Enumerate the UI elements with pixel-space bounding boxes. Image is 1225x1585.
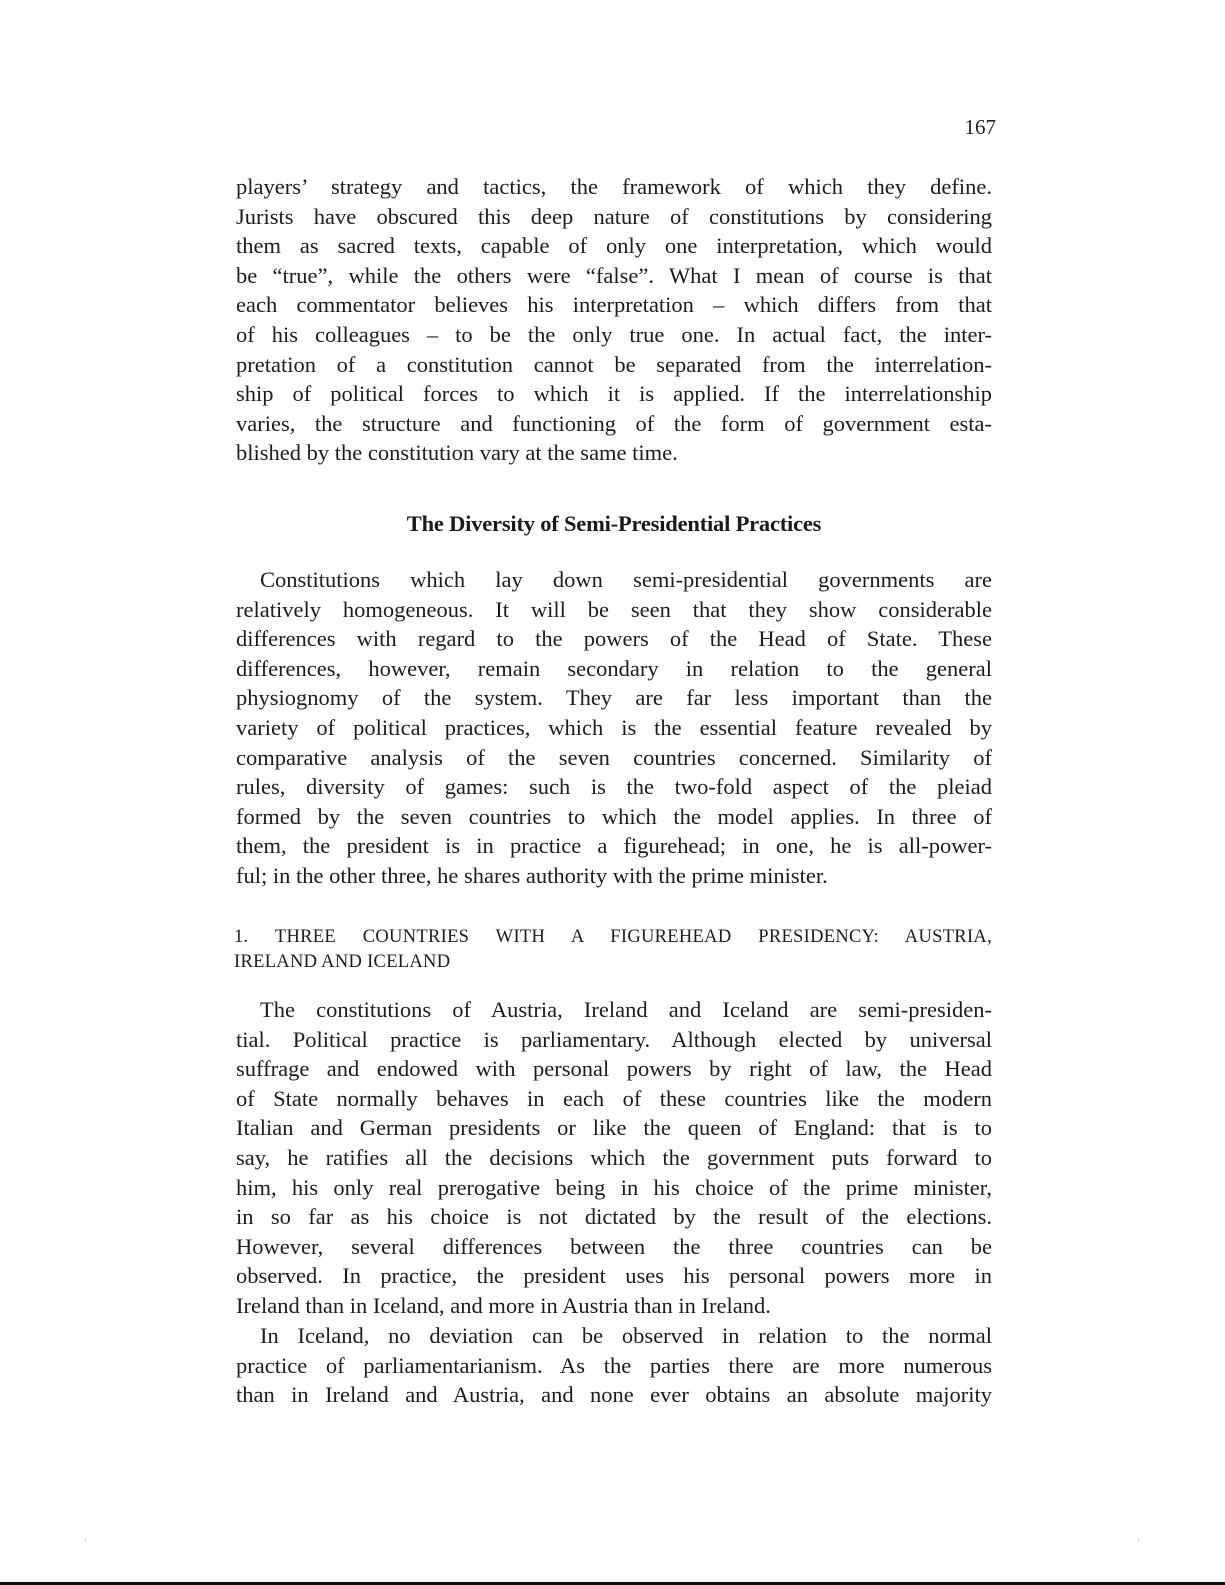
text-line: variety of political practices, which is the essential feature revealed by <box>236 714 992 740</box>
text-line: ful; in the other three, he shares authority with the prime minister. <box>236 862 828 888</box>
text-line: varies, the structure and functioning of the form of government esta- <box>236 410 992 436</box>
text-line: practice of parliamentarianism. As the parties there are more numerous <box>236 1352 992 1378</box>
text-line: ship of political forces to which it is applied. If the interrelationship <box>236 381 992 407</box>
text-line: relatively homogeneous. It will be seen that they show considerable <box>236 596 992 622</box>
text-line: of his colleagues – to be the only true one. In actual fact, the inter- <box>236 321 992 347</box>
text-line: tial. Political practice is parliamentary. Although elected by universal <box>236 1026 992 1052</box>
text-line: them as sacred texts, capable of only one interpretation, which would <box>236 233 992 259</box>
text-line: blished by the constitution vary at the same time. <box>236 440 678 466</box>
text-line: comparative analysis of the seven countries concerned. Similarity of <box>236 744 992 770</box>
scan-artifact <box>85 1539 86 1542</box>
text-line: than in Ireland and Austria, and none ever obtains an absolute majority <box>236 1382 992 1408</box>
text-line: him, his only real prerogative being in his choice of the prime minister, <box>236 1174 992 1200</box>
text-line: physiognomy of the system. They are far less important than the <box>236 685 992 711</box>
text-line: in so far as his choice is not dictated by the result of the elections. <box>236 1204 992 1230</box>
text-line: differences with regard to the powers of the Head of State. These <box>236 626 992 652</box>
text-line: Constitutions which lay down semi-presidential governments are <box>260 567 992 592</box>
paragraph-constitutions-interpretation <box>236 172 992 468</box>
subsection-heading <box>234 925 992 975</box>
paragraph-iceland <box>236 1321 992 1410</box>
text-line: each commentator believes his interpretation – which differs from that <box>236 292 992 318</box>
paragraph-semi-presidential-diversity <box>236 565 992 891</box>
text-line: rules, diversity of games: such is the two-fold aspect of the pleiad <box>236 774 992 800</box>
text-line: pretation of a constitution cannot be separated from the interrelation- <box>236 351 992 377</box>
text-line: them, the president is in practice a figurehead; in one, he is all-power- <box>236 833 992 859</box>
text-line: formed by the seven countries to which the model applies. In three of <box>236 803 992 829</box>
text-line: of State normally behaves in each of these countries like the modern <box>236 1085 992 1111</box>
text-line: Ireland than in Iceland, and more in Austria than in Ireland. <box>236 1292 771 1318</box>
text-line: Italian and German presidents or like the queen of England: that is to <box>236 1115 992 1141</box>
text-line: Jurists have obscured this deep nature of constitutions by considering <box>236 203 992 229</box>
text-line: In Iceland, no deviation can be observed in relation to the normal <box>260 1323 992 1348</box>
section-heading: The Diversity of Semi-Presidential Practices <box>406 511 822 536</box>
text-line: observed. In practice, the president uses his personal powers more in <box>236 1263 992 1289</box>
text-line: be “true”, while the others were “false”. What I mean of course is that <box>236 262 992 288</box>
text-line: differences, however, remain secondary in relation to the general <box>236 655 992 681</box>
text-line: say, he ratifies all the decisions which the government puts forward to <box>236 1144 992 1170</box>
paragraph-figurehead-presidency <box>236 995 992 1321</box>
text-line: suffrage and endowed with personal powers by right of law, the Head <box>236 1056 992 1082</box>
text-line: players’ strategy and tactics, the framework of which they define. <box>236 174 992 199</box>
page-number: 167 <box>964 115 996 139</box>
text-line: The constitutions of Austria, Ireland and Iceland are semi-presiden- <box>260 997 992 1022</box>
text-line: However, several differences between the three countries can be <box>236 1233 992 1259</box>
subsection-heading-line: 1. THREE COUNTRIES WITH A FIGUREHEAD PRESIDENCY: AUSTRIA, <box>234 927 992 947</box>
scan-artifact <box>1138 1538 1139 1541</box>
subsection-heading-line: IRELAND AND ICELAND <box>234 952 451 972</box>
